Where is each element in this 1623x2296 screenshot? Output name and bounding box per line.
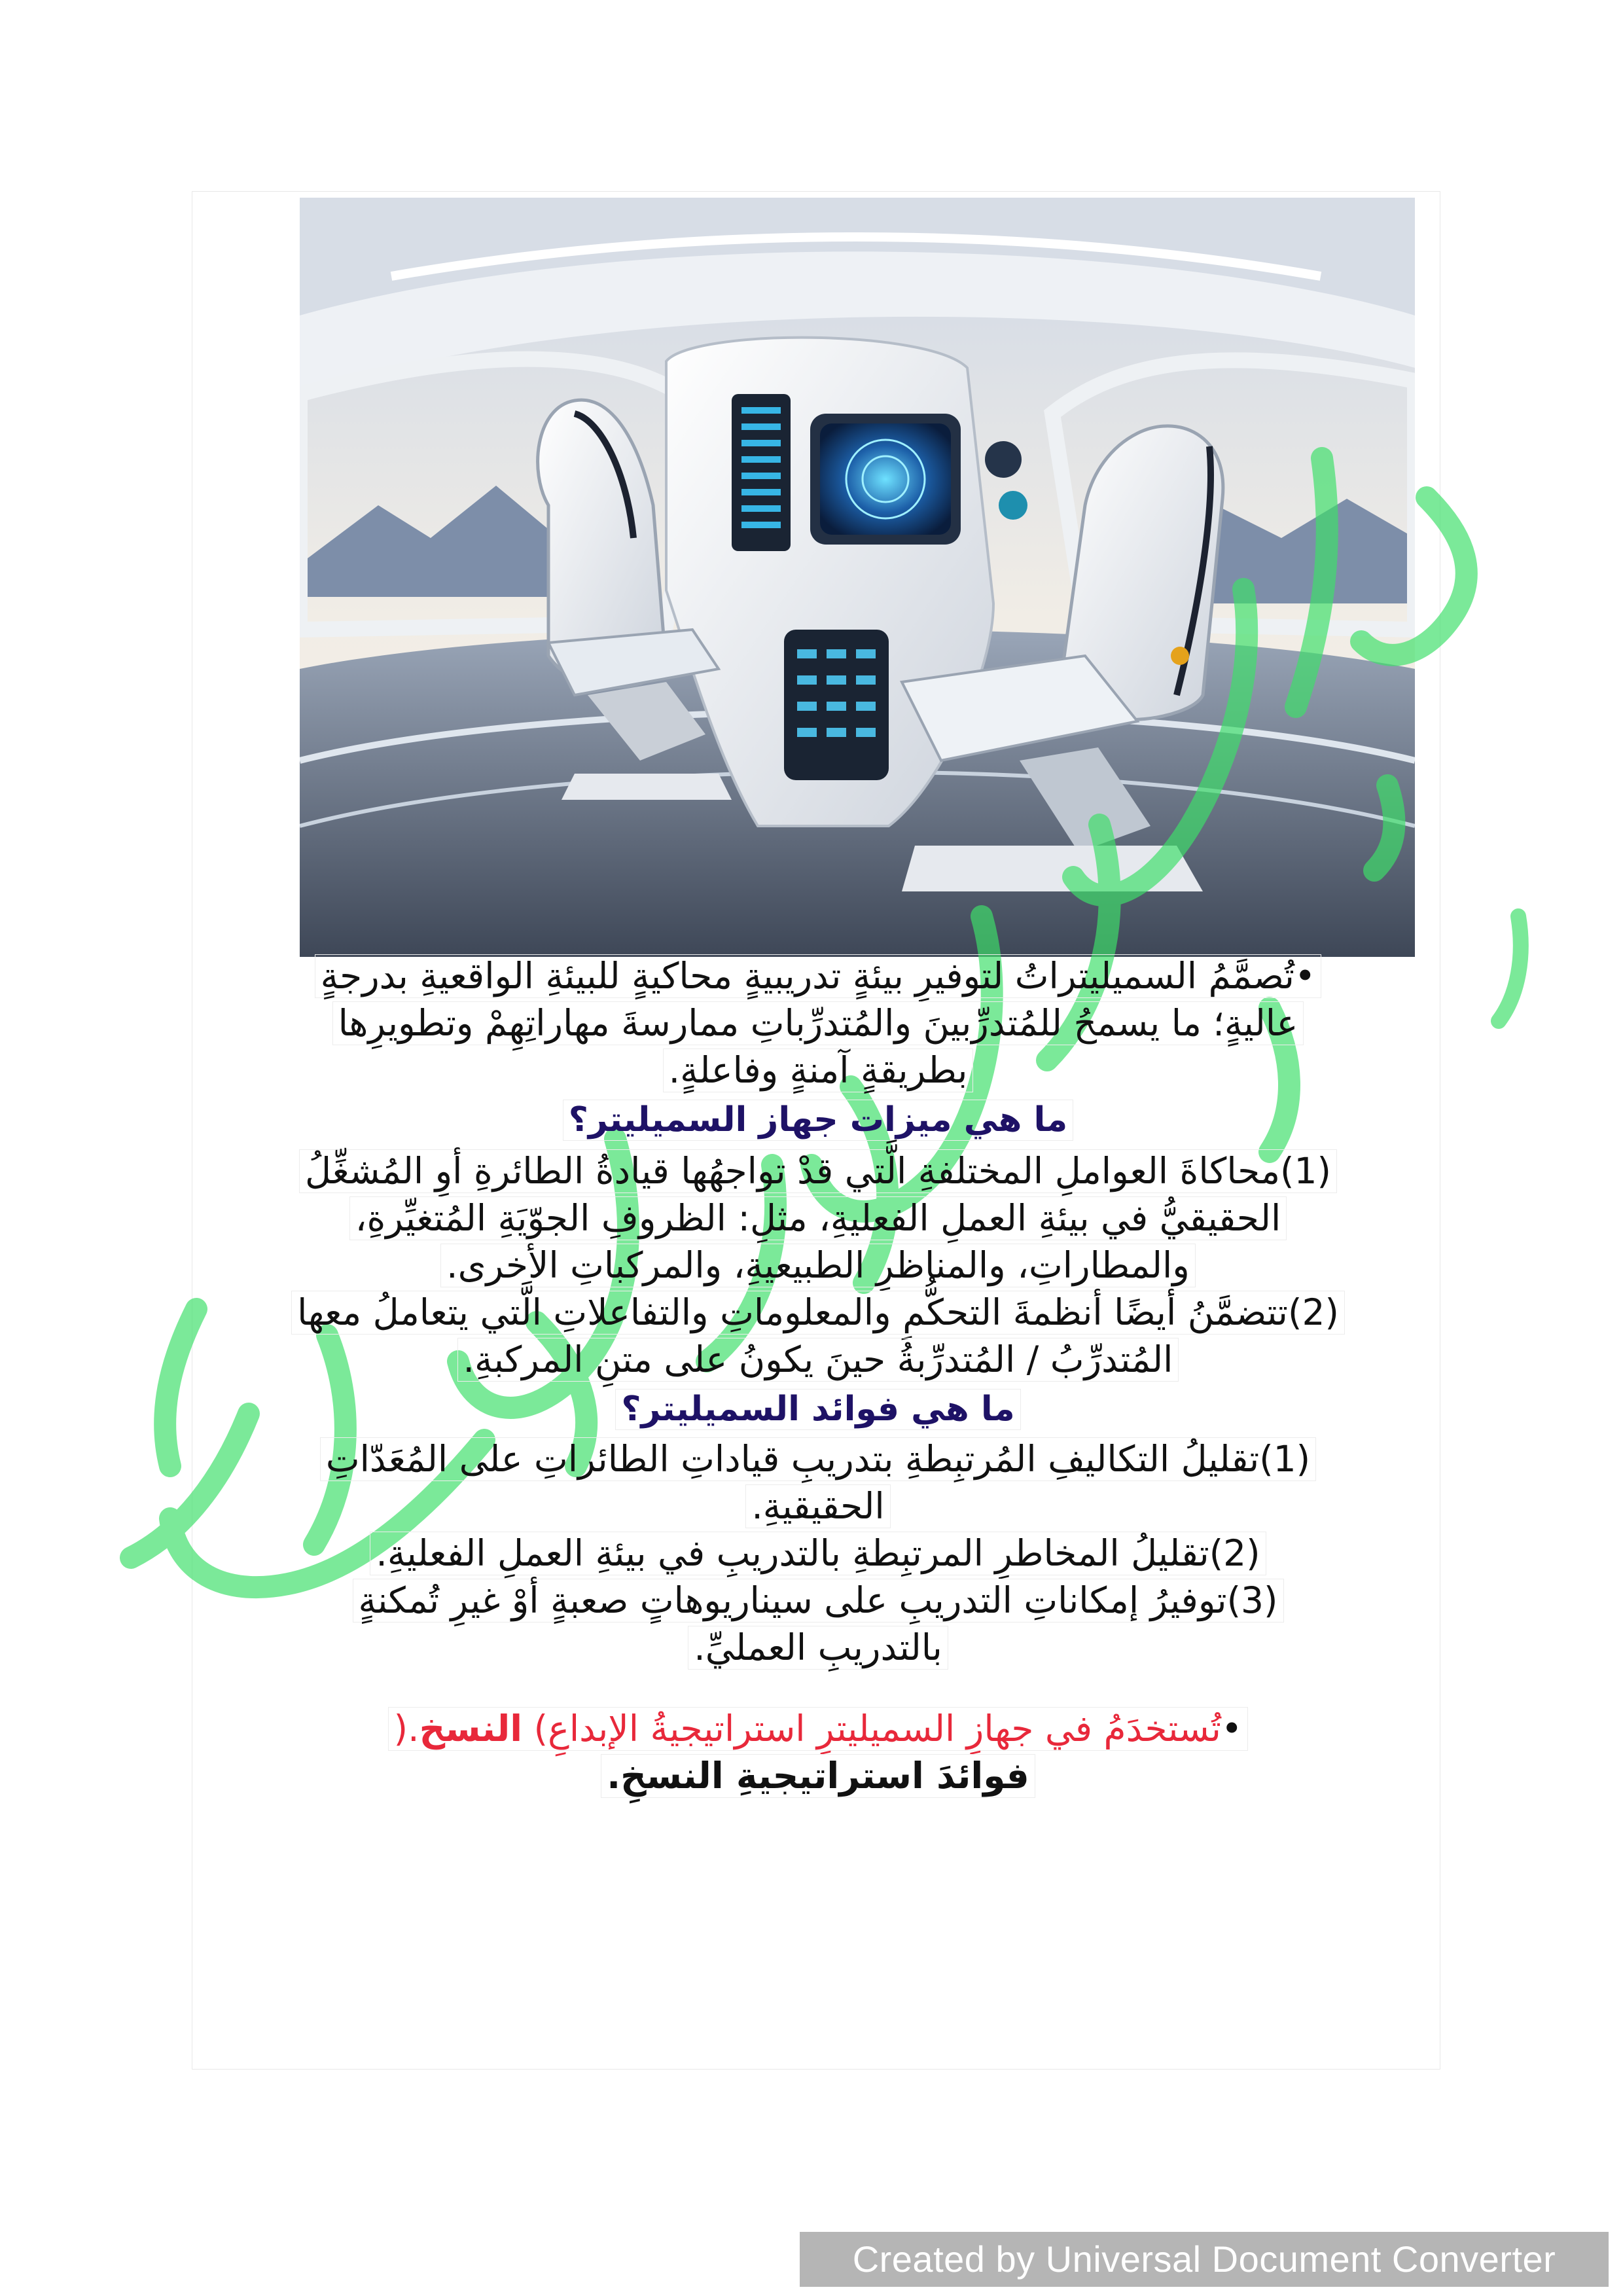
strategy-note-end: .( [393,1708,419,1749]
strategy-note [196,1707,1440,1751]
features-line-2: الحقيقيُّ في بيئةِ العملِ الفعليةِ، مثلِ: الظروفِ الجوّيَةِ المُتغيِّرةِ، [196,1196,1440,1240]
heading-benefits: ما هي فوائد السميليتر؟ [196,1389,1440,1430]
benefits-line-1: (1)تقليلُ التكاليفِ المُرتبِطةِ بتدريبِ قياداتِ الطائراتِ على المُعَدّاتِ [196,1437,1440,1481]
converter-footer: Created by Universal Document Converter [800,2232,1609,2287]
intro-line-1: •تُصمَّمُ السميليتراتُ لتوفيرِ بيئةٍ تدريبيةٍ محاكيةٍ للبيئةِ الواقعيةِ بدرجةٍ [196,954,1440,998]
features-line-1: (1)محاكاةَ العواملِ المختلفةِ الَّتي قدْ تواجهُها قيادةُ الطائرةِ أوِ المُشغِّلُ [196,1149,1440,1193]
benefits-line-2: الحقيقيةِ. [196,1484,1440,1528]
simulator-cockpit-image [300,198,1415,957]
intro-line-2: عاليةٍ؛ ما يسمحُ للمُتدرِّبينَ والمُتدرِّباتِ ممارسةَ مهاراتِهِمْ وتطويرِها [196,1001,1440,1045]
intro-line-3: بطريقةٍ آمنةٍ وفاعلةٍ. [196,1049,1440,1092]
heading-features: ما هي ميزات جهاز السميليتر؟ [196,1100,1440,1141]
benefits-line-5: بالتدريبِ العمليِّ. [196,1626,1440,1670]
features-line-5: المُتدرِّبُ / المُتدرِّبةُ حينَ يكونُ على متنِ المركبةِ. [196,1338,1440,1382]
features-line-3: والمطاراتِ، والمناظرِ الطبيعيةِ، والمركباتِ الأخرى. [196,1244,1440,1287]
benefits-line-4: (3)توفيرُ إمكاناتِ التدريبِ على سيناريوهاتٍ صعبةٍ أوْ غيرِ تُمكنةٍ [196,1579,1440,1623]
strategy-benefits-heading: فوائدَ استراتيجيةِ النسخِ. [196,1754,1440,1798]
strategy-note-bold: النسخ [419,1708,523,1749]
strategy-note-text: تُستخدَمُ في جهازِ السميليترِ استراتيجيةُ الإبداعِ) [533,1708,1221,1749]
features-line-4: (2)تتضمَّنُ أيضًا أنظمةَ التحكُّمِ والمعلوماتِ والتفاعلاتِ الَّتي يتعاملُ معها [196,1291,1440,1335]
benefits-line-3: (2)تقليلُ المخاطرِ المرتبِطةِ بالتدريبِ في بيئةِ العملِ الفعليةِ. [196,1532,1440,1575]
bullet-marker: • [1221,1708,1243,1749]
